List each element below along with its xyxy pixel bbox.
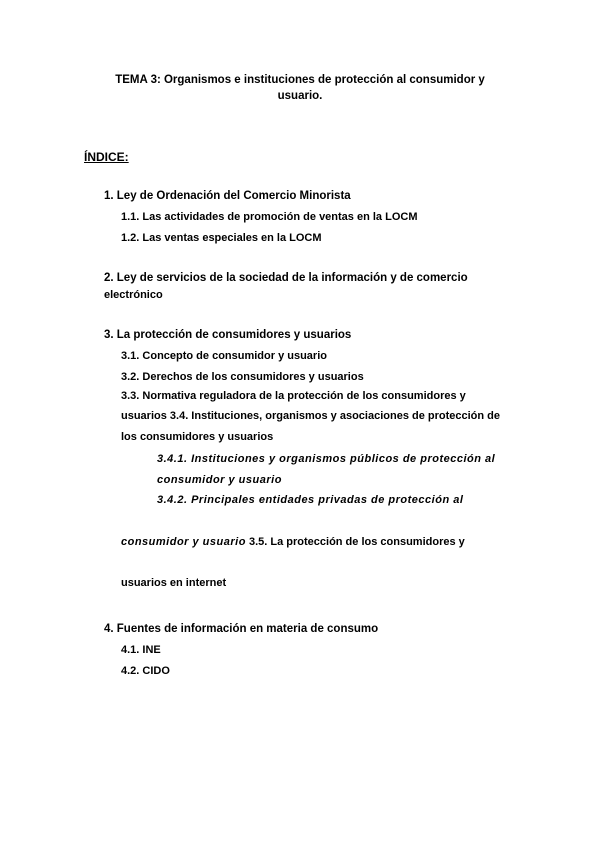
toc-section-3-1: 3.1. Concepto de consumidor y usuario	[121, 350, 327, 362]
toc-section-3-3-line-2: usuarios 3.4. Instituciones, organismos y asociaciones de protección de	[121, 410, 501, 422]
toc-section-3: 3. La protección de consumidores y usuarios	[104, 329, 352, 341]
toc-section-3-4-2-italic: consumidor y usuario	[121, 536, 246, 548]
index-heading: ÍNDICE:	[84, 150, 129, 164]
toc-section-4-1: 4.1. INE	[121, 644, 161, 656]
toc-section-3-2: 3.2. Derechos de los consumidores y usuarios	[121, 371, 364, 383]
toc-section-3-4-1-line-1: 3.4.1. Instituciones y organismos públicos de protección al	[157, 453, 496, 465]
toc-section-3-4-2-line-1: 3.4.2. Principales entidades privadas de protección al	[157, 494, 464, 506]
toc-section-3-5: 3.5. La protección de los consumidores y	[245, 536, 465, 548]
document-title	[100, 72, 500, 104]
toc-section-1-1: 1.1. Las actividades de promoción de ventas en la LOCM	[121, 211, 418, 223]
toc-section-1: 1. Ley de Ordenación del Comercio Minorista	[104, 190, 351, 202]
toc-section-4-2: 4.2. CIDO	[121, 665, 170, 677]
toc-section-2-line-1: 2. Ley de servicios de la sociedad de la información y de comercio	[104, 272, 468, 284]
title-line-2: usuario.	[277, 90, 323, 102]
toc-section-3-3-line-1: 3.3. Normativa reguladora de la protección de los consumidores y	[121, 390, 466, 402]
title-line-1: TEMA 3: Organismos e instituciones de protección al consumidor y	[115, 74, 485, 86]
toc-section-3-3-line-3: los consumidores y usuarios	[121, 431, 274, 443]
toc-section-1-2: 1.2. Las ventas especiales en la LOCM	[121, 232, 322, 244]
toc-section-3-4-2-continuation	[121, 535, 465, 549]
toc-section-2-line-2: electrónico	[104, 289, 163, 301]
toc-section-3-5-line-2: usuarios en internet	[121, 577, 227, 589]
toc-section-3-4-1-line-2: consumidor y usuario	[157, 474, 282, 486]
toc-section-4: 4. Fuentes de información en materia de consumo	[104, 623, 379, 635]
